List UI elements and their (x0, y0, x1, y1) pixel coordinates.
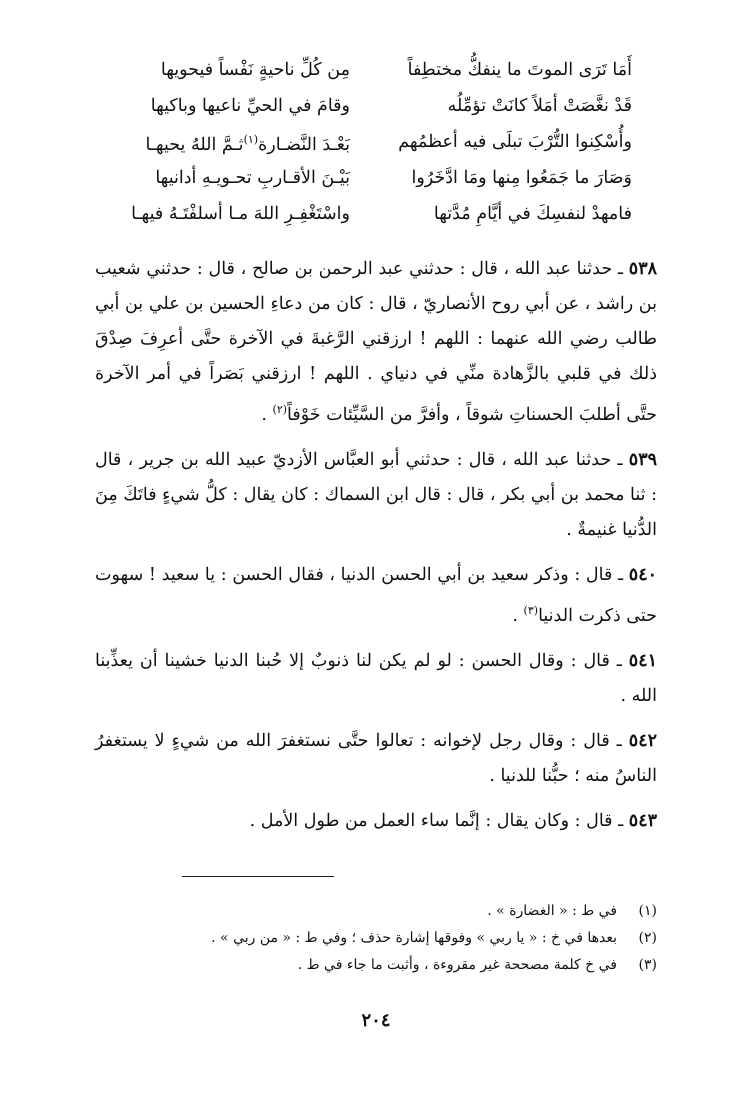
verse-first-hemistich: وأُسْكِنوا التُّرْبَ تبلَى فيه أعظمُهم (398, 132, 632, 152)
verse (95, 160, 632, 196)
verse-first-hemistich: قَدْ نغَّصَتْ أمَلاً كانَتْ تؤمِّلُه (447, 96, 632, 116)
paragraph-text: ـ حدثنا عبد الله ، قال : حدثني عبد الرحمن بن صالح ، قال : حدثني شعيب بن راشد ، عن أبي روح الأنصاريّ ، قال : كان من دعاءِ الحسين بن علي بن أبي طالب رضي الله عنهما : اللهم ! ارزقني الرَّغبةَ في الآخرة حتَّى أعرِفَ صِدْقَ ذلك في قلبي بالزَّهادة منِّي في دنياي . اللهم ! ارزقني بَصَراً في أمر الآخرة حتَّى أطلبَ الحسناتِ شوقاً ، وأفرَّ من السَّيِّئات خَوْفاً (95, 259, 657, 425)
paragraph-number: ٥٤٠ (628, 564, 657, 585)
verse (95, 196, 632, 232)
poem-block (95, 52, 632, 232)
paragraph-text: ـ قال : وقال الحسن : لو لم يكن لنا ذنوبٌ إلا حُبنا الدنيا خشينا أن يعذِّبنا الله . (95, 650, 657, 706)
paragraph-text: ـ قال : وقال رجل لإخوانه : تعالوا حتَّى نستغفرَ الله من شيءٍ لا يستغفرُ الناسُ منه ؛ حبُّنا للدنيا . (95, 730, 657, 786)
numbered-paragraph (95, 644, 657, 714)
footnote-separator (182, 876, 334, 877)
footnote-text: في ط : « الغضارة » . (487, 903, 617, 919)
verse-second-hemistich: وقامَ في الحيِّ ناعيها وباكيها (150, 96, 350, 116)
verse-text: بَعْـدَ النَّضـارة (258, 134, 350, 155)
footnotes (95, 898, 657, 979)
verse (95, 52, 632, 88)
verse-first-hemistich: فامهدْ لنفسِكَ في أيَّامِ مُدَّتها (433, 204, 632, 224)
page-number: ٢٠٤ (361, 1010, 391, 1031)
paragraph-tail: . (512, 605, 524, 626)
verse-second-hemistich (95, 122, 350, 163)
paragraph-number: ٥٤٣ (628, 810, 657, 831)
paragraph-text: ـ قال : وكان يقال : إنَّما ساء العمل من طول الأمل . (249, 810, 629, 831)
paragraph-tail: . (261, 404, 273, 425)
paragraph-number: ٥٣٨ (628, 259, 657, 279)
footnote-text: في خ كلمة مصححة غير مقروءة ، وأثبت ما جاء في ط . (297, 957, 617, 973)
footnote-number: (١) (638, 903, 657, 919)
verse-second-hemistich: بَيْـنَ الأقـاربِ تحـويـهِ أدانيها (155, 168, 350, 188)
verse-first-hemistich: أَمَا تَرَى الموتَ ما ينفكُّ مختطِفاً (407, 60, 632, 80)
footnote (95, 925, 657, 952)
numbered-paragraph (95, 443, 657, 548)
verse (95, 124, 632, 160)
paragraph-number: ٥٣٩ (628, 449, 657, 470)
numbered-paragraph (95, 558, 657, 634)
footnote-text: بعدها في خ : « يا ربي » وفوقها إشارة حذف ؛ وفي ط : « من ربي » . (211, 930, 617, 946)
footnote-marker: (١) (243, 132, 259, 146)
verse-second-hemistich: مِن كُلِّ ناحيةٍ نَفْساً فيحويها (160, 60, 350, 80)
numbered-paragraph (95, 724, 657, 794)
footnote (95, 898, 657, 925)
footnote-marker: (٣) (523, 603, 539, 617)
paragraph-number: ٥٤٢ (628, 730, 657, 751)
paragraph-text: ـ قال : وذكر سعيد بن أبي الحسن الدنيا ، فقال الحسن : يا سعيد ! سهوت حتى ذكرت الدنيا (95, 564, 657, 626)
footnote-number: (٣) (638, 957, 657, 973)
paragraph-number: ٥٤١ (628, 650, 657, 671)
numbered-paragraph (95, 252, 657, 433)
paragraph-text: ـ حدثنا عبد الله ، قال : حدثني أبو العبَّاس الأزديّ عبيد الله بن جرير ، قال : ثنا محمد بن أبي بكر ، قال : قال ابن السماك : كان يقال : كلُّ شيءٍ فاتَكَ مِنَ الدُّنيا غنيمةٌ . (95, 449, 657, 540)
footnote (95, 952, 657, 979)
verse-text: ثـمَّ اللهُ يحيهـا (145, 134, 244, 155)
verse-second-hemistich: واسْتَغْفِـرِ اللهَ مـا أسلفْتَـهُ فيهـا (131, 204, 350, 224)
verse (95, 88, 632, 124)
footnote-marker: (٢) (272, 403, 288, 416)
numbered-paragraph (95, 804, 657, 839)
prose-block (95, 252, 657, 839)
footnote-number: (٢) (638, 930, 657, 946)
verse-first-hemistich: وَصَارَ ما جَمَعُوا مِنها ومَا ادَّخَرُوا (411, 168, 632, 188)
